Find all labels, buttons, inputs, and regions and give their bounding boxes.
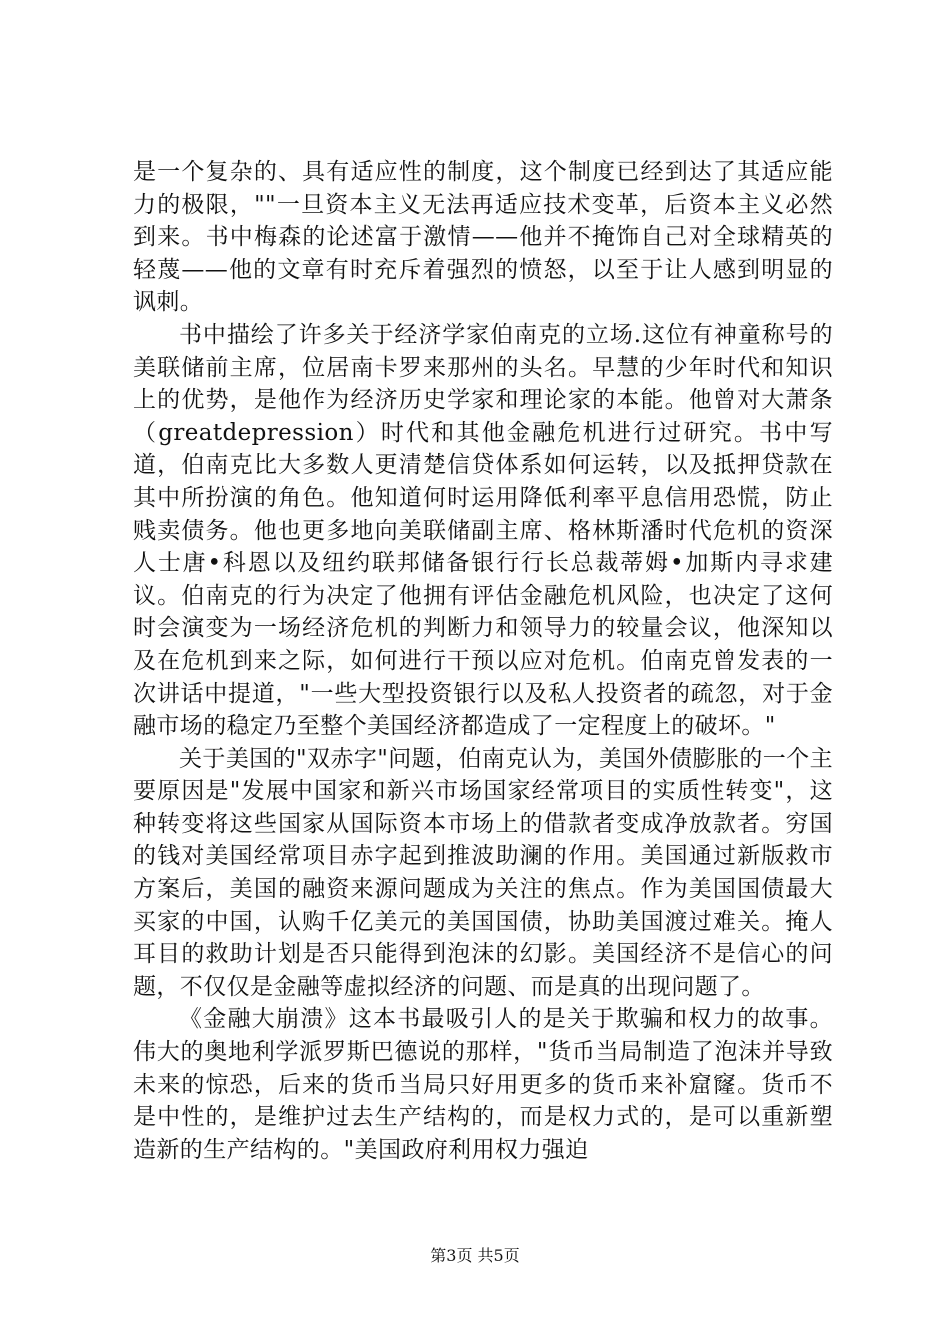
body-text bbox=[133, 156, 833, 1166]
paragraph-2: 书中描绘了许多关于经济学家伯南克的立场.这位有神童称号的美联储前主席，位居南卡罗来那州的头名。早慧的少年时代和知识上的优势，是他作为经济历史学家和理论家的本能。他曾对大萧条（greatdepression）时代和其他金融危机进行过研究。书中写道，伯南克比大多数人更清楚信贷体系如何运转，以及抵押贷款在其中所扮演的角色。他知道何时运用降低利率平息信用恐慌，防止贱卖债务。他也更多地向美联储副主席、格林斯潘时代危机的资深人士唐•科恩以及纽约联邦储备银行行长总裁蒂姆•加斯内寻求建议。伯南克的行为决定了他拥有评估金融危机风险，也决定了这何时会演变为一场经济危机的判断力和领导力的较量会议，他深知以及在危机到来之际，如何进行干预以应对危机。伯南克曾发表的一次讲话中提道，"一些大型投资银行以及私人投资者的疏忽，对于金融市场的稳定乃至整个美国经济都造成了一定程度上的破坏。" bbox=[133, 321, 833, 740]
paragraph-3: 关于美国的"双赤字"问题，伯南克认为，美国外债膨胀的一个主要原因是"发展中国家和新兴市场国家经常项目的实质性转变"，这种转变将这些国家从国际资本市场上的借款者变成净放款者。穷国的钱对美国经常项目赤字起到推波助澜的作用。美国通过新版救市方案后，美国的融资来源问题成为关注的焦点。作为美国国债最大买家的中国，认购千亿美元的美国国债，协助美国渡过难关。掩人耳目的救助计划是否只能得到泡沫的幻影。美国经济不是信心的问题，不仅仅是金融等虚拟经济的问题、而是真的出现问题了。 bbox=[133, 745, 833, 1000]
page-number-footer: 第3页 共5页 bbox=[430, 1246, 520, 1265]
paragraph-4: 《金融大崩溃》这本书最吸引人的是关于欺骗和权力的故事。伟大的奥地利学派罗斯巴德说的那样，"货币当局制造了泡沫并导致未来的惊恐，后来的货币当局只好用更多的货币来补窟窿。货币不是中性的，是维护过去生产结构的，而是权力式的，是可以重新塑造新的生产结构的。"美国政府利用权力强迫 bbox=[133, 1006, 833, 1163]
paragraph-1: 是一个复杂的、具有适应性的制度，这个制度已经到达了其适应能力的极限，""一旦资本主义无法再适应技术变革，后资本主义必然到来。书中梅森的论述富于激情——他并不掩饰自己对全球精英的轻蔑——他的文章有时充斥着强烈的愤怒，以至于让人感到明显的讽刺。 bbox=[133, 159, 833, 316]
